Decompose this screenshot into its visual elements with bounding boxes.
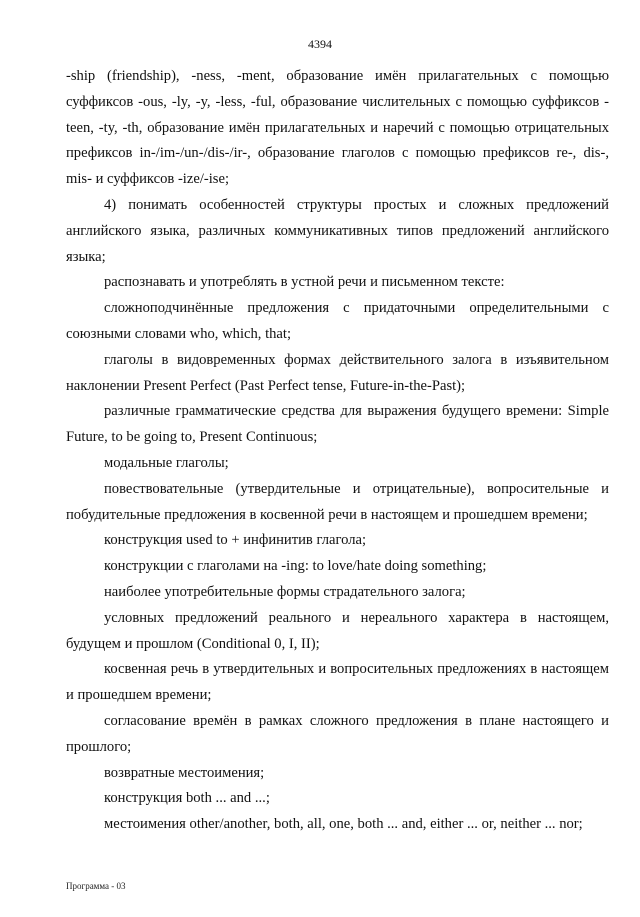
paragraph: 4) понимать особенностей структуры простых и сложных предложений английского языка, различных коммуникативных типов предложений английского языка; [66,196,609,265]
paragraph: возвратные местоимения; [104,764,265,781]
paragraph: конструкция used to + инфинитив глагола; [104,532,367,549]
paragraph: конструкция both ... and ...; [104,790,270,807]
paragraph: конструкции с глаголами на -ing: to love/hate doing something; [104,558,487,575]
paragraph: согласование времён в рамках сложного предложения в плане настоящего и прошлого; [66,712,609,755]
footer-label: Программа - 03 [66,881,126,891]
document-body [66,64,609,838]
paragraph: наиболее употребительные формы страдательного залога; [104,583,466,600]
page-number: 4394 [308,37,332,51]
paragraph: повествовательные (утвердительные и отрицательные), вопросительные и побудительные предложения в косвенной речи в настоящем и прошедшем времени; [66,480,609,523]
paragraph: распознавать и употреблять в устной речи и письменном тексте: [104,274,505,291]
paragraph: условных предложений реального и нереального характера в настоящем, будущем и прошлом (Conditional 0, I, II); [66,609,609,652]
paragraph: местоимения other/another, both, all, one, both ... and, either ... or, neither ... nor; [104,816,583,833]
paragraph: косвенная речь в утвердительных и вопросительных предложениях в настоящем и прошедшем времени; [66,661,609,704]
paragraph: глаголы в видовременных формах действительного залога в изъявительном наклонении Present Perfect (Past Perfect tense, Future-in-the-Past); [66,351,609,394]
paragraph: модальные глаголы; [104,454,229,471]
paragraph: различные грамматические средства для выражения будущего времени: Simple Future, to be going to, Present Continuous; [66,403,609,446]
paragraph: -ship (friendship), -ness, -ment, образование имён прилагательных с помощью суффиксов -ous, -ly, -y, -less, -ful, образование числительных с помощью суффиксов -teen, -ty, -th, образование имён прилагательных и наречий с помощью отрицательных префиксов in-/im-/un-/dis-/ir-, образование глаголов с помощью префиксов re-, dis-, mis- и суффиксов -ize/-ise; [66,68,609,188]
paragraph: сложноподчинённые предложения с придаточными определительными с союзными словами who, which, that; [66,300,609,342]
